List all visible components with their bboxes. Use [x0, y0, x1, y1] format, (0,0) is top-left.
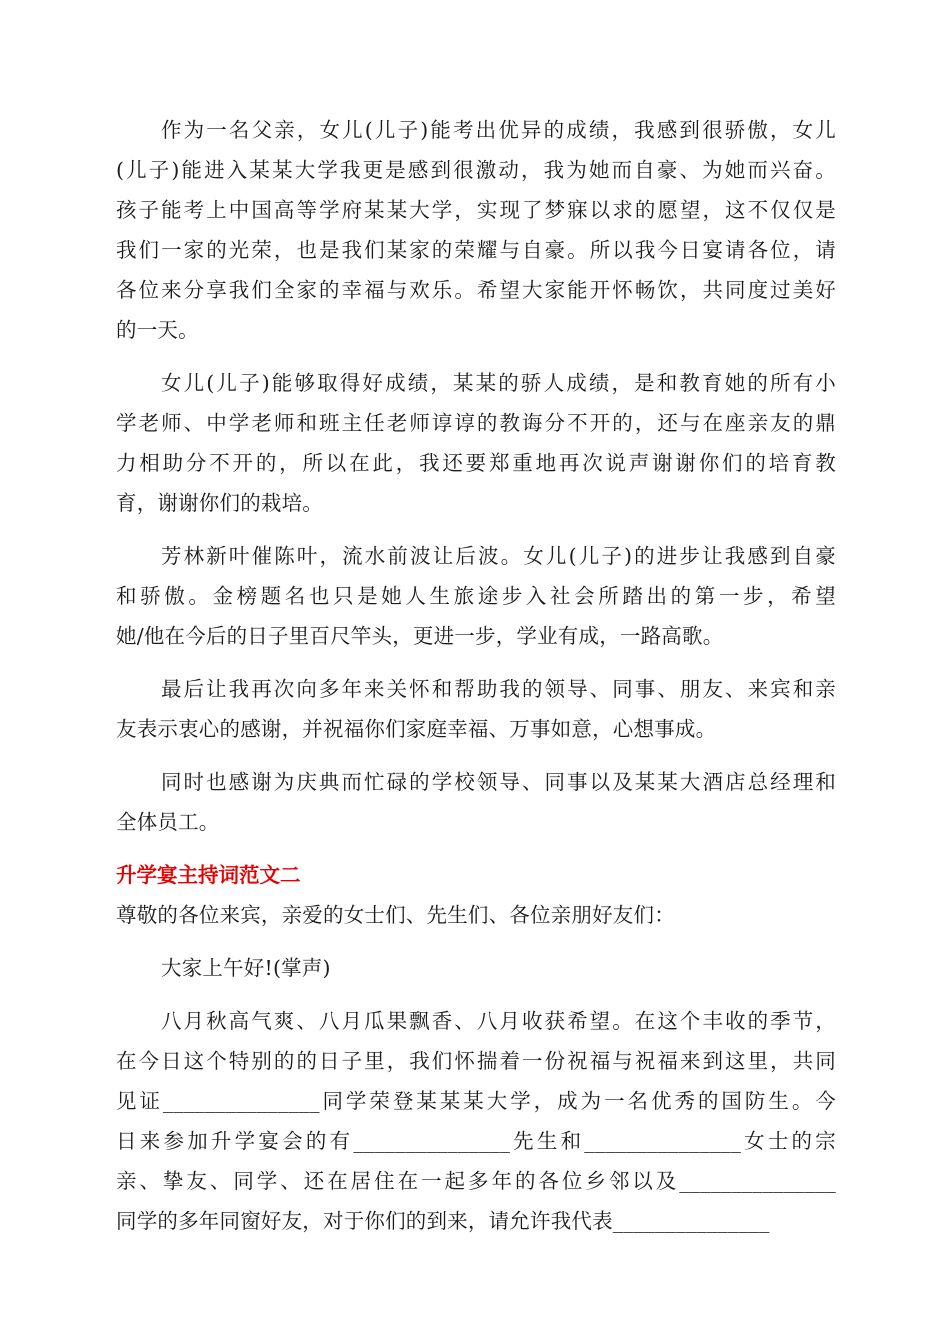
paragraph-line: 全体员工。 [116, 810, 220, 834]
paragraph-line: 见证_______________同学荣登某某某大学，成为一名优秀的国防生。今 [116, 1089, 836, 1113]
paragraph-line: 亲、挚友、同学、还在居住在一起多年的各位乡邻以及_______________ [116, 1169, 836, 1193]
paragraph-line: 她/他在今后的日子里百尺竿头，更进一步，学业有成，一路高歌。 [116, 624, 724, 648]
paragraph-line: 作为一名父亲，女儿(儿子)能考出优异的成绩，我感到很骄傲，女儿 [161, 118, 836, 142]
paragraph-6 [116, 1001, 836, 1241]
section-heading: 升学宴主持词范文二 [116, 863, 301, 887]
paragraph-line: (儿子)能进入某某大学我更是感到很激动，我为她而自豪、为她而兴奋。 [116, 158, 836, 182]
paragraph-line: 育，谢谢你们的栽培。 [116, 491, 323, 515]
paragraph-line: 我们一家的光荣，也是我们某家的荣耀与自豪。所以我今日宴请各位，请 [116, 238, 836, 262]
paragraph-line: 学老师、中学老师和班主任老师谆谆的教诲分不开的，还与在座亲友的鼎 [116, 411, 836, 435]
paragraph-line: 同时也感谢为庆典而忙碌的学校领导、同事以及某某大酒店总经理和 [161, 770, 836, 794]
paragraph-line: 各位来分享我们全家的幸福与欢乐。希望大家能开怀畅饮，共同度过美好 [116, 278, 836, 302]
paragraph-line: 在今日这个特别的的日子里，我们怀揣着一份祝福与祝福来到这里，共同 [116, 1049, 836, 1073]
paragraph-line: 同学的多年同窗好友，对于你们的到来，请允许我代表_______________ [116, 1209, 770, 1233]
paragraph-5 [116, 762, 836, 842]
paragraph-line: 芳林新叶催陈叶，流水前波让后波。女儿(儿子)的进步让我感到自豪 [161, 544, 836, 568]
salute-line: 大家上午好!(掌声) [161, 956, 331, 980]
greeting-line: 尊敬的各位来宾，亲爱的女士们、先生们、各位亲朋好友们： [116, 903, 675, 927]
paragraph-1 [116, 110, 836, 350]
paragraph-line: 的一天。 [116, 318, 199, 342]
paragraph-line: 八月秋高气爽、八月瓜果飘香、八月收获希望。在这个丰收的季节， [161, 1009, 836, 1033]
paragraph-line: 最后让我再次向多年来关怀和帮助我的领导、同事、朋友、来宾和亲 [161, 677, 836, 701]
paragraph-line: 女儿(儿子)能够取得好成绩，某某的骄人成绩，是和教育她的所有小 [161, 371, 836, 395]
paragraph-line: 孩子能考上中国高等学府某某大学，实现了梦寐以求的愿望，这不仅仅是 [116, 198, 836, 222]
document-page [116, 110, 836, 1241]
paragraph-3 [116, 536, 836, 656]
paragraph-2 [116, 363, 836, 523]
paragraph-line: 友表示衷心的感谢，并祝福你们家庭幸福、万事如意，心想事成。 [116, 717, 717, 741]
paragraph-4 [116, 669, 836, 749]
paragraph-line: 和骄傲。金榜题名也只是她人生旅途步入社会所踏出的第一步，希望 [116, 584, 836, 608]
paragraph-line: 力相助分不开的，所以在此，我还要郑重地再次说声谢谢你们的培育教 [116, 451, 836, 475]
paragraph-line: 日来参加升学宴会的有_______________先生和_______________女士的宗 [116, 1129, 836, 1153]
